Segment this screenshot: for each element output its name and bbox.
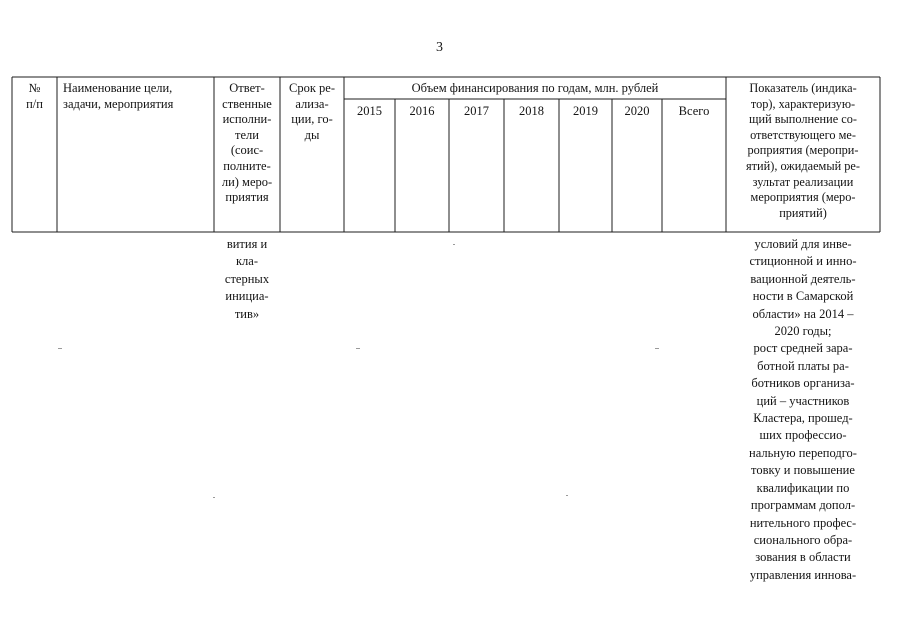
header-name: Наименование цели, задачи, мероприятия [63, 81, 174, 111]
header-total: Всего [678, 104, 710, 118]
header-num: № п/п [26, 81, 43, 111]
header-year-2018: 2018 [519, 104, 544, 118]
header-executors: Ответ- ственные исполни- тели (соис- полните- ли) меро- приятия [221, 81, 273, 205]
header-funding-group: Объем финансирования по годам, млн. рублей [411, 81, 659, 95]
header-indicator: Показатель (индика- тор), характеризую- щий выполнение со- ответствующего ме- роприятия (меропри- ятий), ожидаемый ре- зультат реализации мероприятия (меро- приятий) [746, 81, 860, 220]
header-year-2020: 2020 [624, 104, 650, 118]
executors-continuation: вития и кла- стерных инициа- тив» [224, 237, 270, 321]
page-number: 3 [436, 40, 443, 55]
header-year-2016: 2016 [409, 104, 435, 118]
header-term: Срок ре- ализа- ции, го- ды [289, 81, 335, 142]
indicator-continuation: условий для инве- стиционной и инно- вационной деятель- ности в Самарской области» на 2014 – 2020 годы; рост средней зара- ботной платы ра- ботников организа- ций – участников Кластера, прошед- ших профессио- нальную переподго- товку и повышение квалификации по программам допол- нительного профес- сионального обра- зования в области управления иннова- [749, 237, 857, 582]
header-year-2017: 2017 [464, 104, 489, 118]
header-year-2019: 2019 [573, 104, 598, 118]
header-year-2015: 2015 [357, 104, 382, 118]
